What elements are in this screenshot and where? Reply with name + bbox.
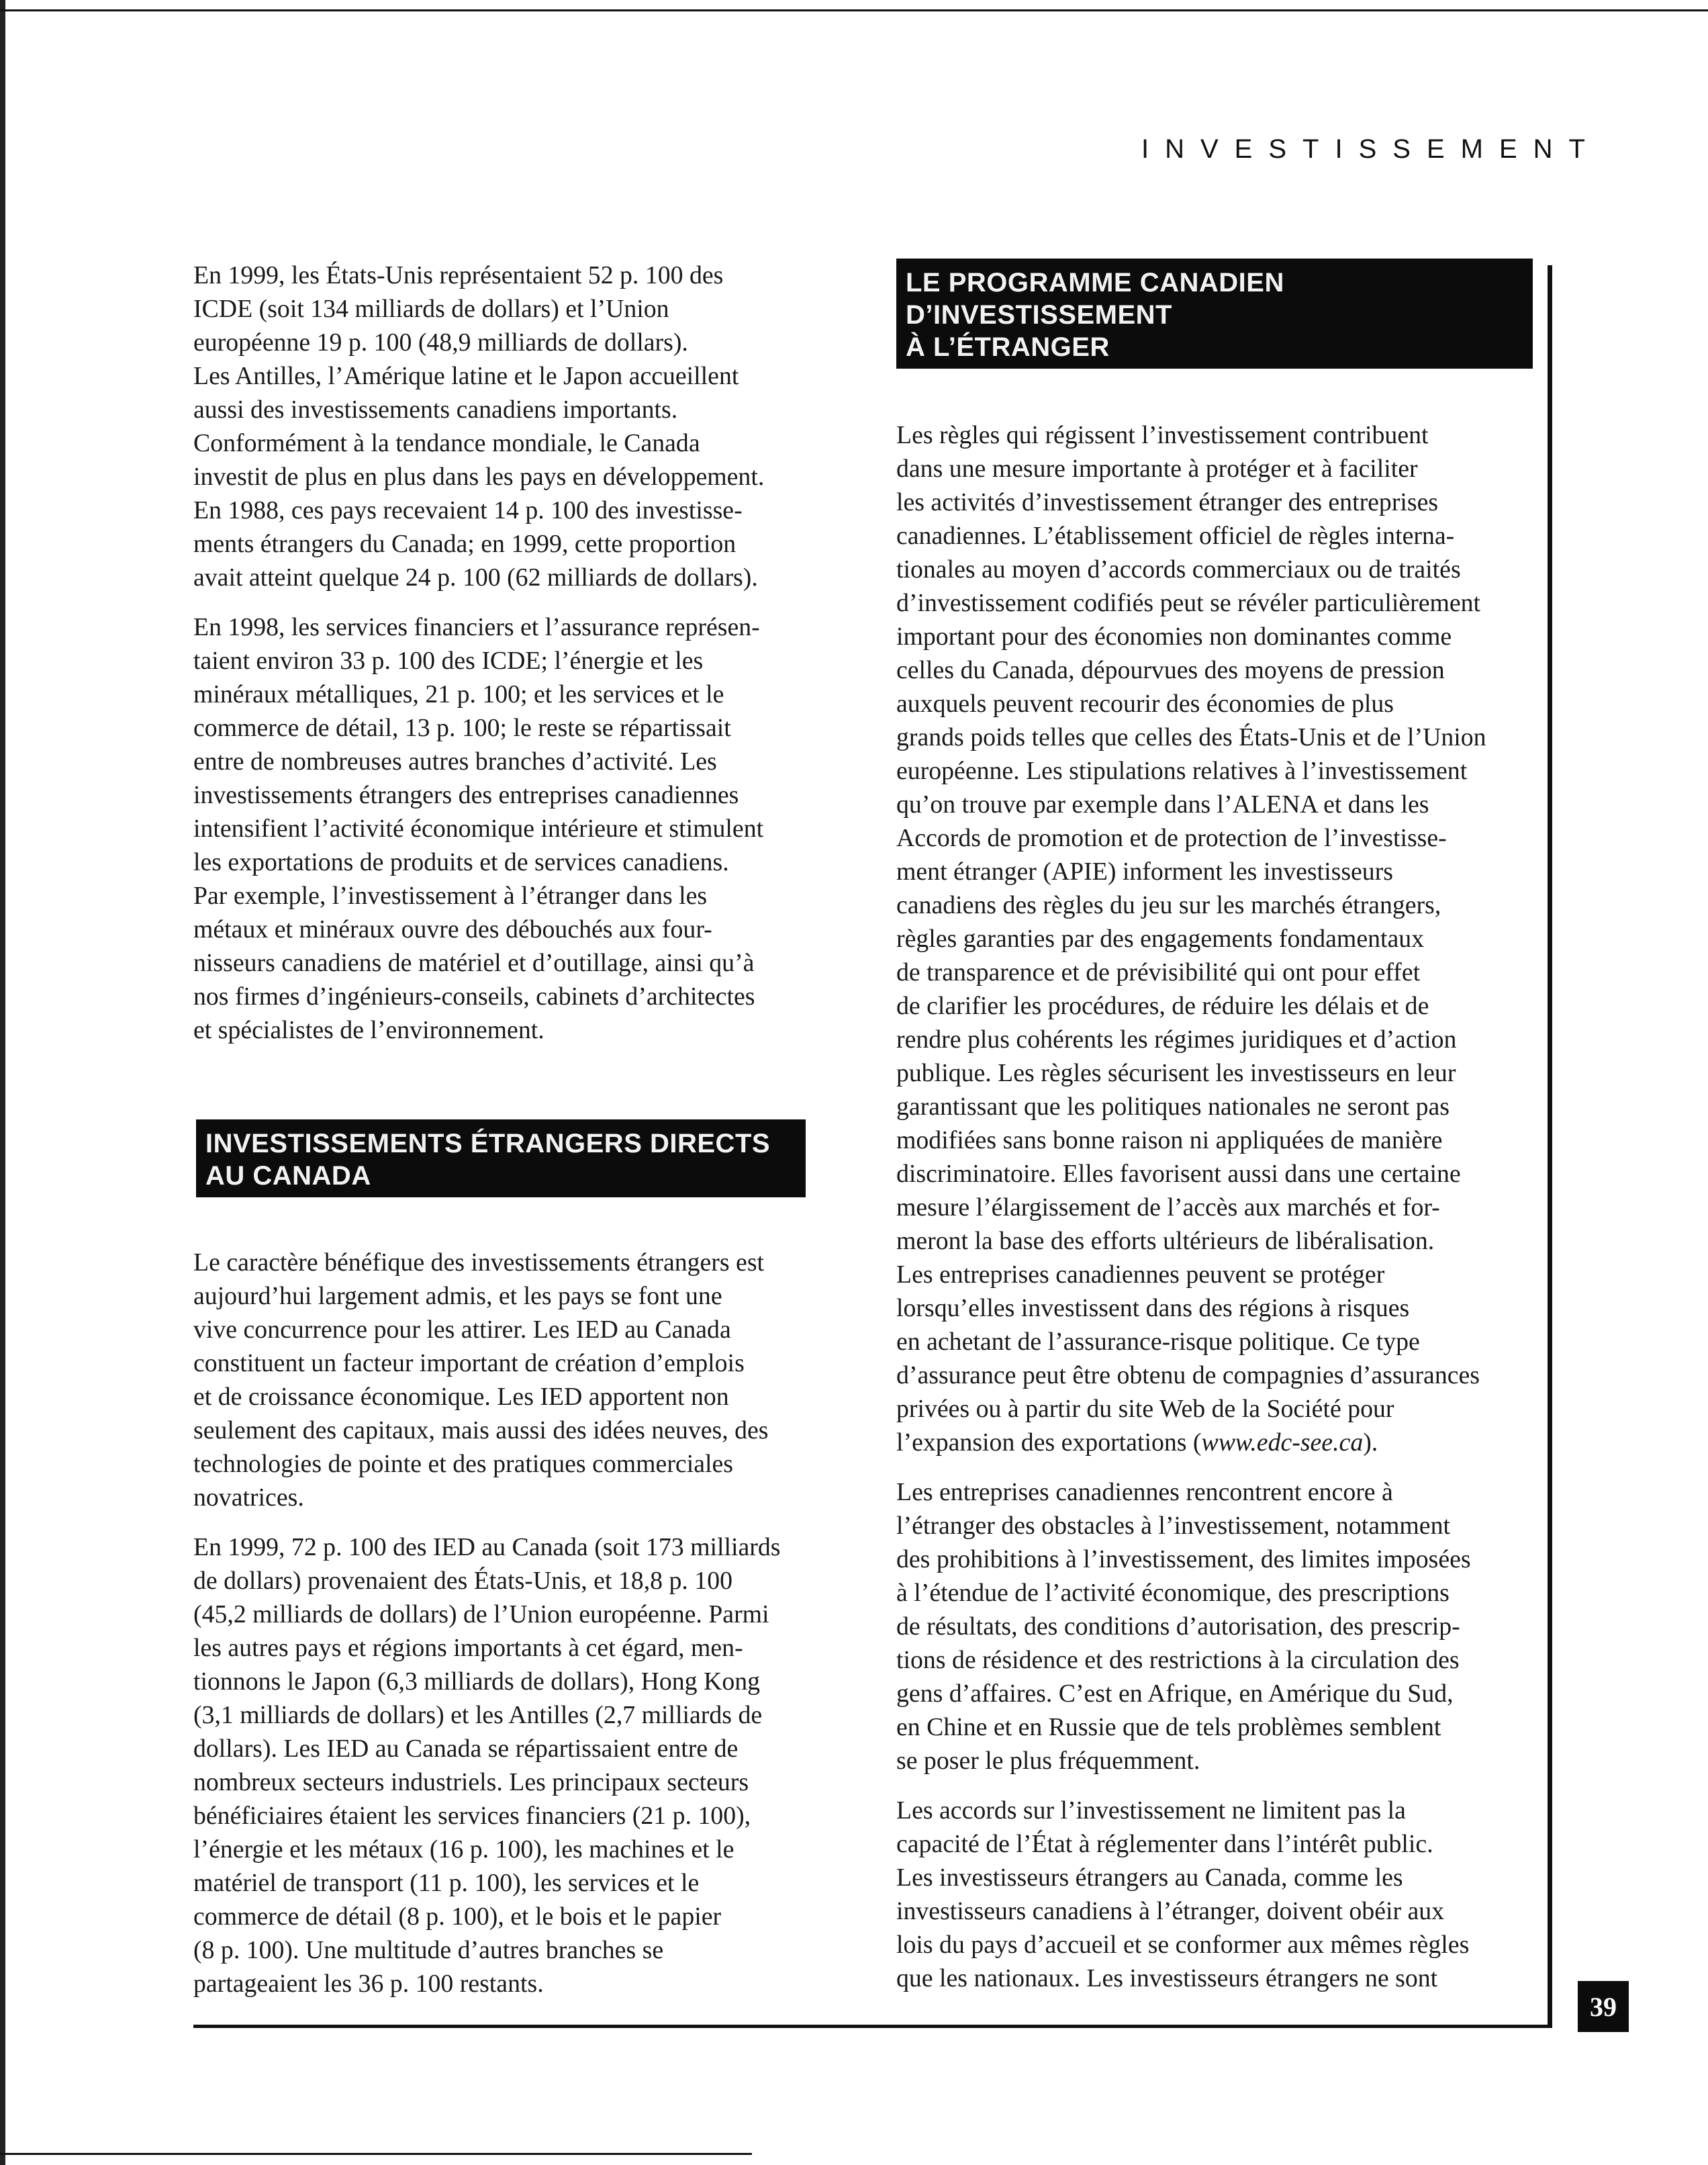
paragraph: Le caractère bénéfique des investissements étrangers est aujourd’hui largement admis, et les pays se font une vive concurrence pour les attirer. Les IED au Canada constituent un facteur important de création d’emplois et de croissance économique. Les IED apportent non seulement des capitaux, mais aussi des idées neuves, des technologies de pointe et des pratiques commerciales novatrices. bbox=[193, 1248, 769, 1512]
running-header: INVESTISSEMENT bbox=[1141, 134, 1601, 164]
section-heading-programme: LE PROGRAMME CANADIEN D’INVESTISSEMENT À L’ÉTRANGER bbox=[896, 259, 1533, 369]
column-side-rule bbox=[1548, 265, 1552, 2025]
paragraph-text: Les règles qui régissent l’investissement contribuent dans une mesure importante à protéger et à faciliter les activités d’investissement étranger des entreprises canadiennes. L’établissement officiel de règles interna- tionales au moyen d’accords commerciaux ou de traités d’investissement codifiés peut se révéler particulièrement important pour des économies non dominantes comme celles du Canada, dépourvues des moyens de pression auxquels peuvent recourir des économies de plus grands poids telles que celles des États-Unis et de l’Union européenne. Les stipulations relatives à l’investissement qu’on trouve par exemple dans l’ALENA et dans les Accords de promotion et de protection de l’investisse- ment étranger (APIE) informent les investisseurs canadiens des règles du jeu sur les marchés étrangers, règles garanties par des engagements fondamentaux de transparence et de prévisibilité qui ont pour effet de clarifier les procédures, de réduire les délais et de rendre plus cohérents les régimes juridiques et d’action publique. Les règles sécurisent les investisseurs en leur garantissant que les politiques nationales ne seront pas modifiées sans bonne raison ni appliquées de manière discriminatoire. Elles favorisent aussi dans une certaine mesure l’élargissement de l’accès aux marchés et for- meront la base des efforts ultérieurs de libéralisation. Les entreprises canadiennes peuvent se protéger lorsqu’elles investissent dans des régions à risques en achetant de l’assurance-risque politique. Ce type d’assurance peut être obtenu de compagnies d’assurances privées ou à partir du site Web de la Société pour l’expansion des exportations ( bbox=[896, 421, 1486, 1457]
paragraph bbox=[896, 418, 1527, 1459]
edc-url-link[interactable]: www.edc-see.ca bbox=[1201, 1428, 1364, 1457]
section-heading-ied-canada: INVESTISSEMENTS ÉTRANGERS DIRECTS AU CANADA bbox=[196, 1119, 806, 1197]
left-column bbox=[193, 259, 871, 2017]
paragraph: Les entreprises canadiennes rencontrent encore à l’étranger des obstacles à l’investissement, notamment des prohibitions à l’investissement, des limites imposées à l’étendue de l’activité économique, des prescriptions de résultats, des conditions d’autorisation, des prescrip- tions de résidence et des restrictions à la circulation des gens d’affaires. C’est en Afrique, en Amérique du Sud, en Chine et en Russie que de tels problèmes semblent se poser le plus fréquemment. bbox=[896, 1478, 1471, 1775]
scan-left-edge bbox=[0, 0, 5, 2165]
paragraph: Les accords sur l’investissement ne limitent pas la capacité de l’État à réglementer dans l’intérêt public. Les investisseurs étrangers au Canada, comme les investisseurs canadiens à l’étranger, doivent obéir aux lois du pays d’accueil et se conformer aux mêmes règles que les nationaux. Les investisseurs étrangers ne sont bbox=[896, 1796, 1470, 1992]
paragraph-text-end: ). bbox=[1363, 1428, 1378, 1457]
page-number: 39 bbox=[1578, 1981, 1629, 2032]
footer-rule bbox=[193, 2025, 1552, 2028]
paragraph: En 1999, les États-Unis représentaient 52 p. 100 des ICDE (soit 134 milliards de dollars) et l’Union européenne 19 p. 100 (48,9 milliards de dollars). Les Antilles, l’Amérique latine et le Japon accueillent aussi des investissements canadiens importants. Conformément à la tendance mondiale, le Canada investit de plus en plus dans les pays en développement. En 1988, ces pays recevaient 14 p. 100 des investisse- ments étrangers du Canada; en 1999, cette proportion avait atteint quelque 24 p. 100 (62 milliards de dollars). bbox=[193, 261, 765, 592]
right-column bbox=[896, 259, 1527, 2011]
paragraph: En 1998, les services financiers et l’assurance représen- taient environ 33 p. 100 des ICDE; l’énergie et les minéraux métalliques, 21 p. 100; et les services et le commerce de détail, 13 p. 100; le reste se répartissait entre de nombreuses autres branches d’activité. Les investissements étrangers des entreprises canadiennes intensifient l’activité économique intérieure et stimulent les exportations de produits et de services canadiens. Par exemple, l’investissement à l’étranger dans les métaux et minéraux ouvre des débouchés aux four- nisseurs canadiens de matériel et d’outillage, ainsi qu’à nos firmes d’ingénieurs-conseils, cabinets d’architectes et spécialistes de l’environnement. bbox=[193, 613, 764, 1044]
scan-bottom-rule bbox=[0, 2153, 752, 2155]
paragraph: En 1999, 72 p. 100 des IED au Canada (soit 173 milliards de dollars) provenaient des États-Unis, et 18,8 p. 100 (45,2 milliards de dollars) de l’Union européenne. Parmi les autres pays et régions importants à cet égard, men- tionnons le Japon (6,3 milliards de dollars), Hong Kong (3,1 milliards de dollars) et les Antilles (2,7 milliards de dollars). Les IED au Canada se répartissaient entre de nombreux secteurs industriels. Les principaux secteurs bénéficiaires étaient les services financiers (21 p. 100), l’énergie et les métaux (16 p. 100), les machines et le matériel de transport (11 p. 100), les services et le commerce de détail (8 p. 100), et le bois et le papier (8 p. 100). Une multitude d’autres branches se partageaient les 36 p. 100 restants. bbox=[193, 1533, 781, 1998]
scan-top-rule bbox=[0, 9, 1708, 11]
